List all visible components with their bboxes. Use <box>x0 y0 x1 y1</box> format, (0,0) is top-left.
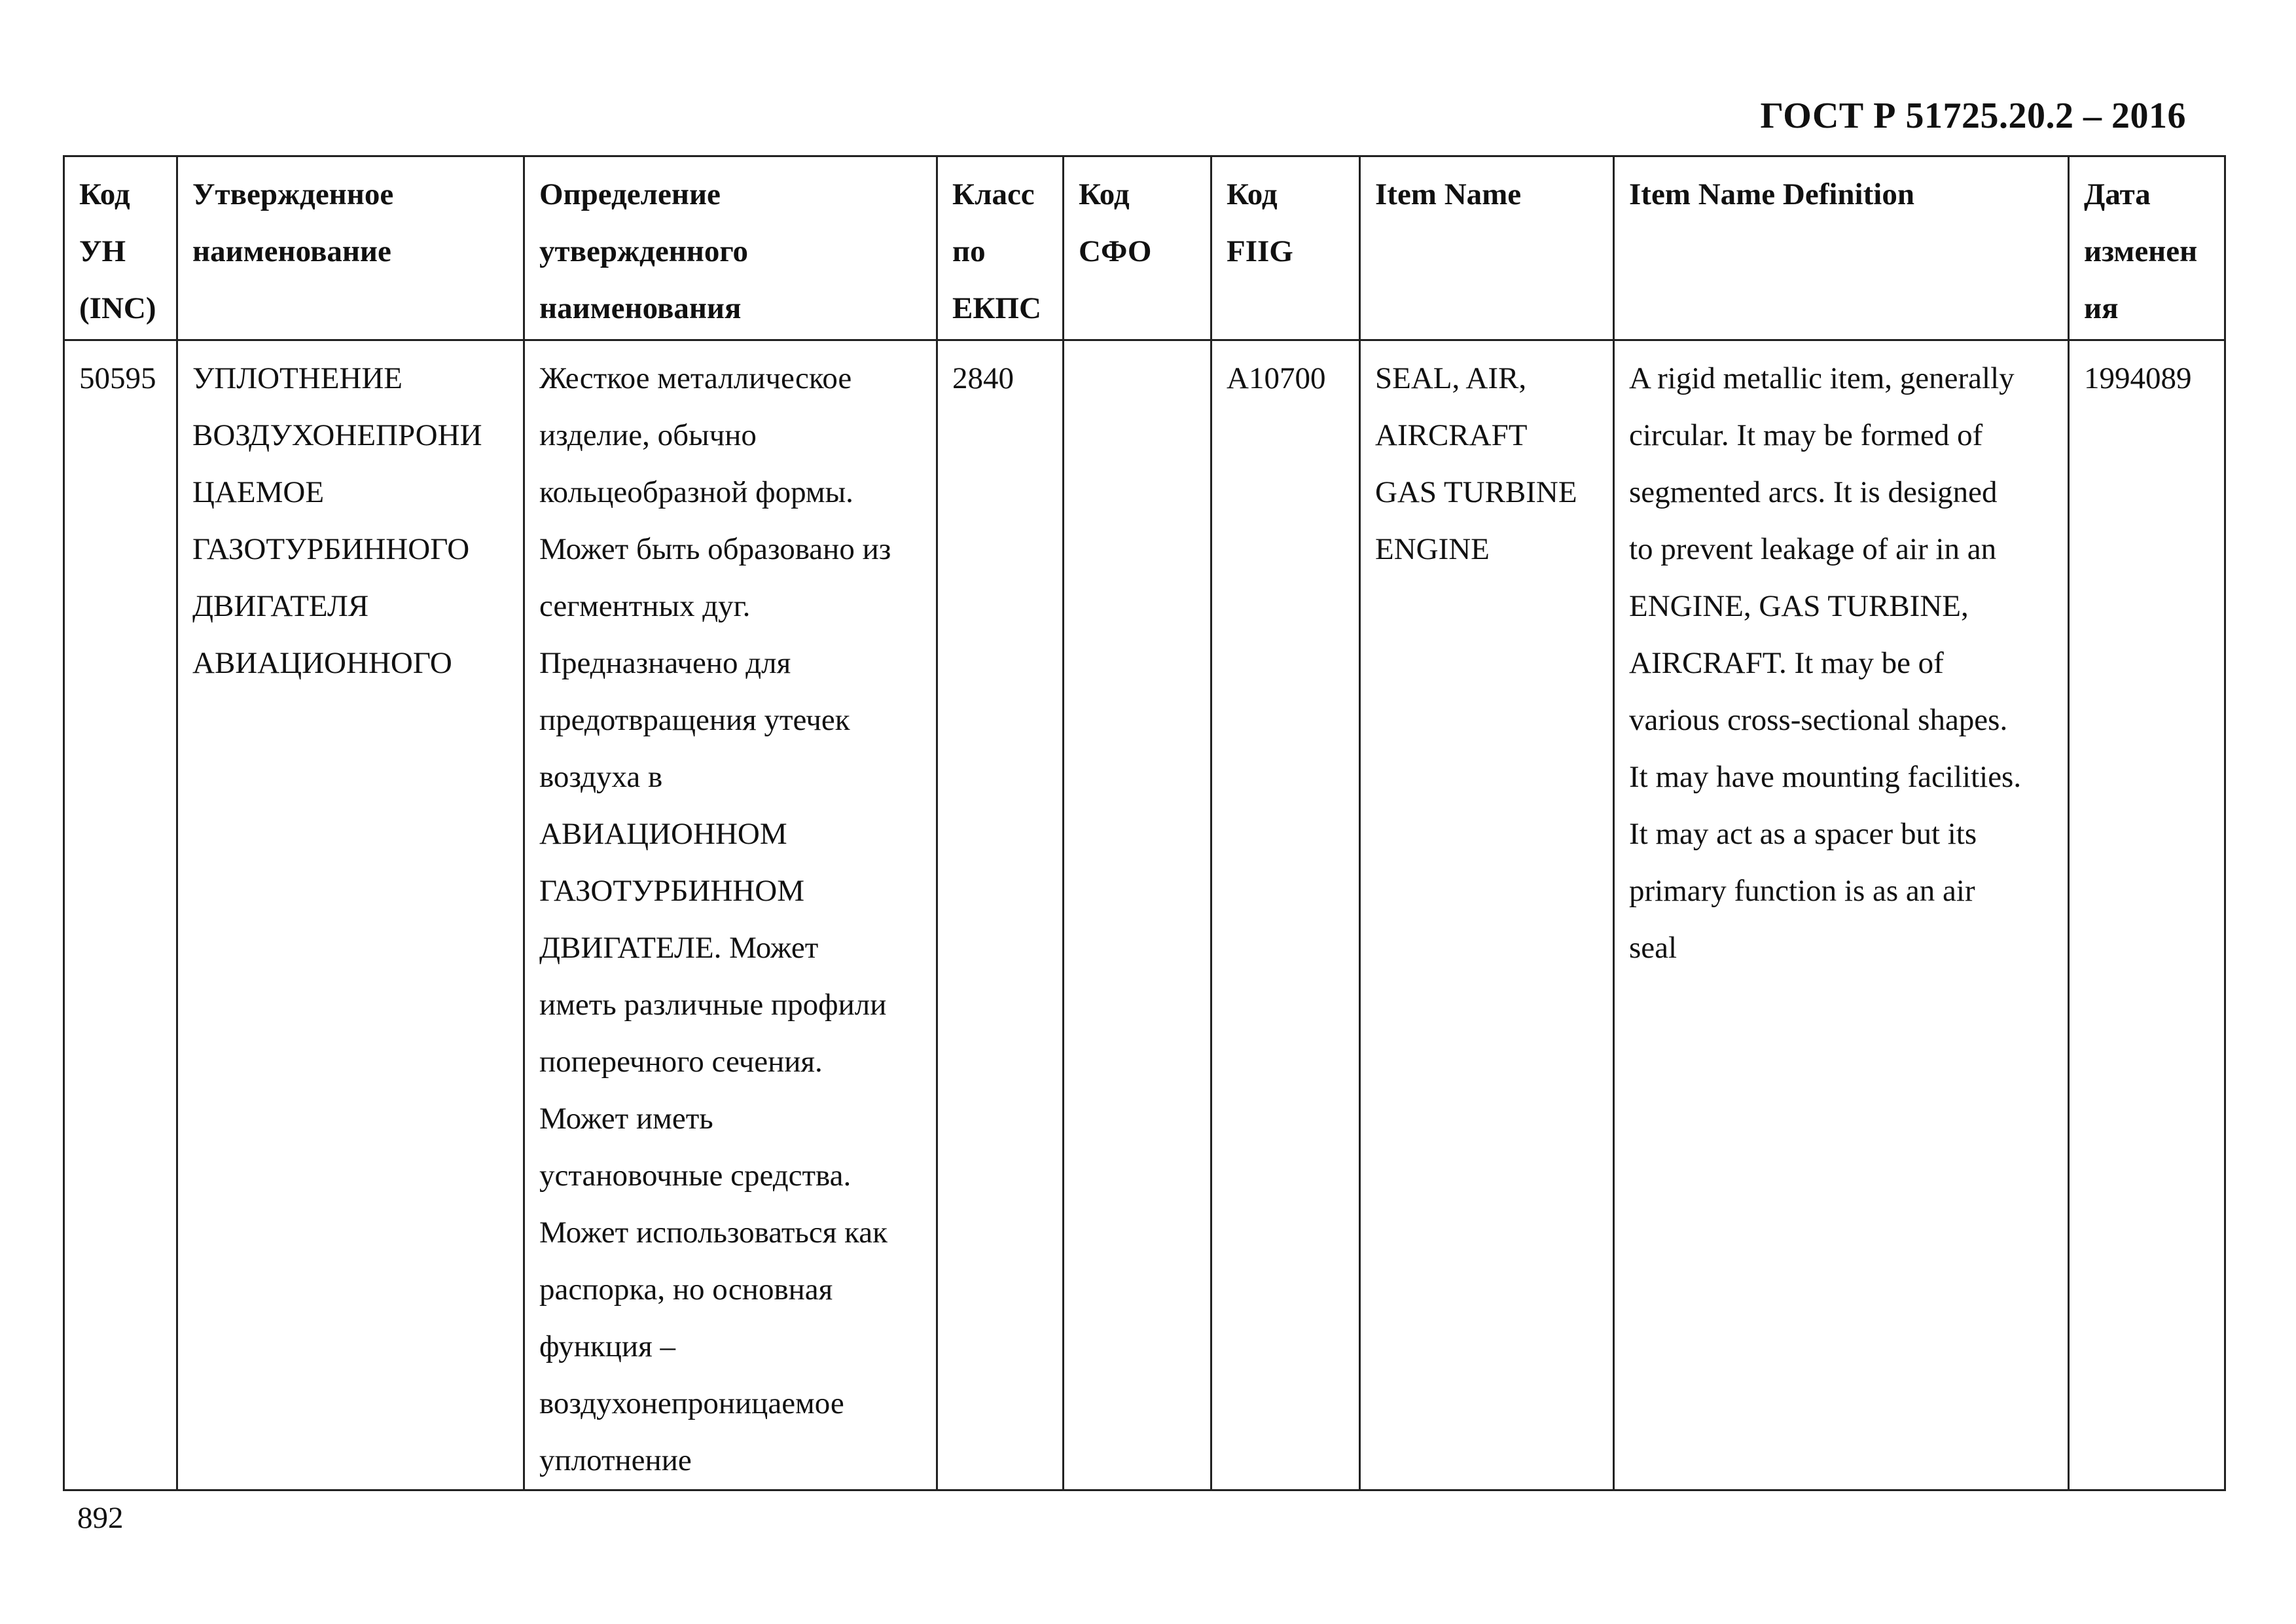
table-header-row <box>64 156 2225 340</box>
column-header-approved-name: Утвержденное наименование <box>177 156 524 340</box>
catalog-table <box>63 155 2226 1491</box>
cell-item-name-definition: A rigid metallic item, generally circular. It may be formed of segmented arcs. It is designed to prevent leakage of air in an ENGINE, GAS TURBINE, AIRCRAFT. It may be of various cross-sectional shapes. It may have mounting facilities. It may act as a spacer but its primary function is as an air seal <box>1614 340 2069 1490</box>
document-standard-header: ГОСТ Р 51725.20.2 – 2016 <box>1760 96 2186 136</box>
column-header-fiig-code: Код FIIG <box>1211 156 1360 340</box>
cell-fiig-code: A10700 <box>1211 340 1360 1490</box>
column-header-sfo-code: Код СФО <box>1064 156 1211 340</box>
column-header-class: Класс по ЕКПС <box>937 156 1064 340</box>
cell-inc: 50595 <box>64 340 177 1490</box>
column-header-inc: Код УН (INC) <box>64 156 177 340</box>
cell-change-date: 1994089 <box>2069 340 2225 1490</box>
cell-approved-name: УПЛОТНЕНИЕ ВОЗДУХОНЕПРОНИ ЦАЕМОЕ ГАЗОТУРБИННОГО ДВИГАТЕЛЯ АВИАЦИОННОГО <box>177 340 524 1490</box>
page-number: 892 <box>77 1501 124 1535</box>
cell-sfo-code <box>1064 340 1211 1490</box>
column-header-item-name-definition: Item Name Definition <box>1614 156 2069 340</box>
column-header-definition: Определение утвержденного наименования <box>524 156 937 340</box>
cell-definition: Жесткое металлическое изделие, обычно кольцеобразной формы. Может быть образовано из сегментных дуг. Предназначено для предотвращения утечек воздуха в АВИАЦИОННОМ ГАЗОТУРБИННОМ ДВИГАТЕЛЕ. Может иметь различные профили поперечного сечения. Может иметь установочные средства. Может использоваться как распорка, но основная функция – воздухонепроницаемое уплотнение <box>524 340 937 1490</box>
cell-item-name: SEAL, AIR, AIRCRAFT GAS TURBINE ENGINE <box>1360 340 1614 1490</box>
column-header-change-date: Дата изменен ия <box>2069 156 2225 340</box>
cell-class: 2840 <box>937 340 1064 1490</box>
column-header-item-name: Item Name <box>1360 156 1614 340</box>
table-row <box>64 340 2225 1490</box>
